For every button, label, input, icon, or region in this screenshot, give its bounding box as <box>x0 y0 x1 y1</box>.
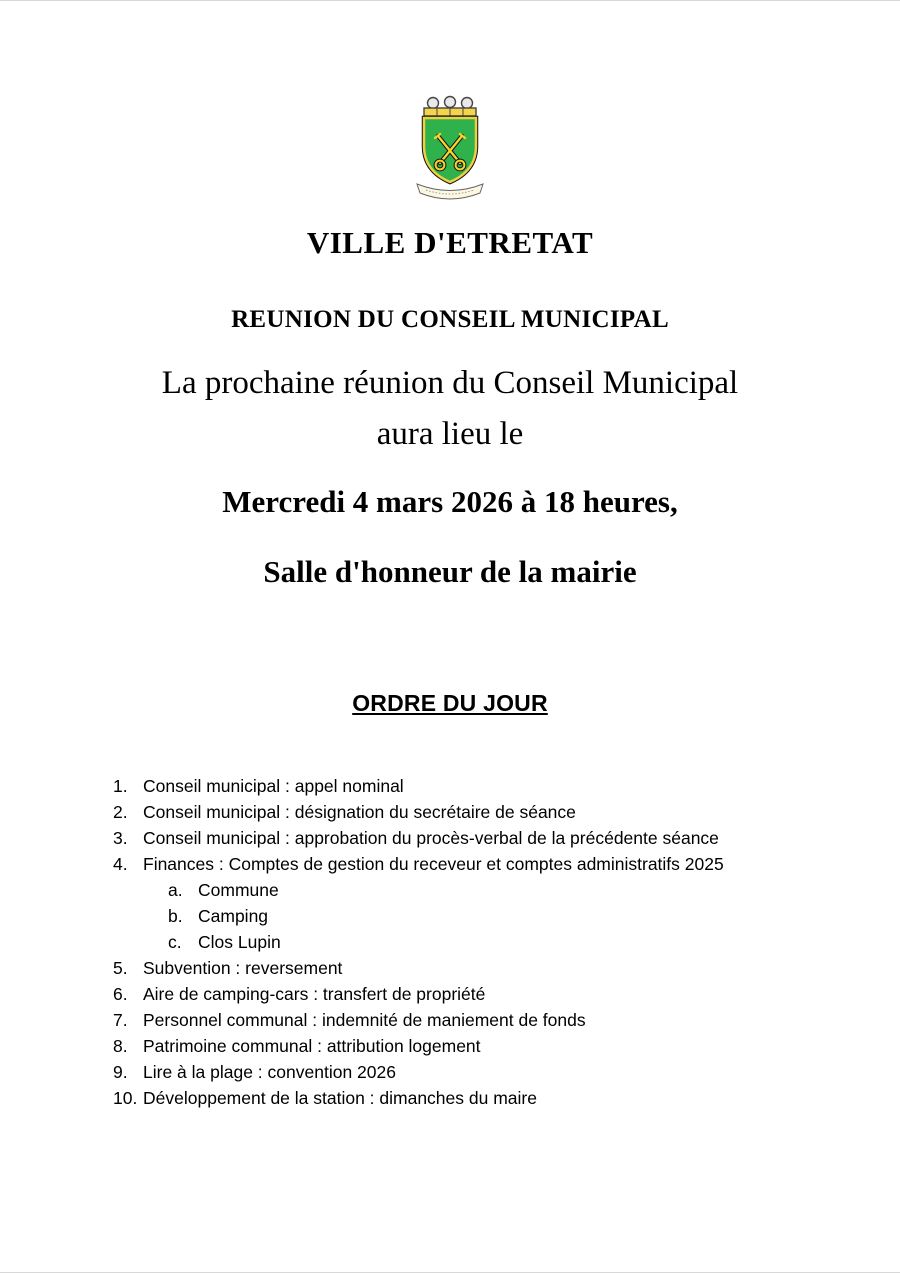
crown-icon <box>424 97 476 117</box>
agenda-item-text: Conseil municipal : désignation du secrétaire de séance <box>143 802 576 822</box>
meeting-date: Mercredi 4 mars 2026 à 18 heures, <box>222 484 678 519</box>
agenda-item-number: 6. <box>113 984 128 1004</box>
agenda-item-number: 3. <box>113 828 128 848</box>
agenda-item-text: Conseil municipal : approbation du procès-verbal de la précédente séance <box>143 828 719 848</box>
agenda-item-text: Finances : Comptes de gestion du receveur et comptes administratifs 2025 <box>143 854 724 874</box>
meeting-place: Salle d'honneur de la mairie <box>263 554 637 589</box>
agenda-item-text: Personnel communal : indemnité de maniement de fonds <box>143 1010 586 1030</box>
meeting-title: REUNION DU CONSEIL MUNICIPAL <box>231 306 669 333</box>
etretat-coat-of-arms <box>410 94 490 211</box>
agenda-item-text: Aire de camping-cars : transfert de propriété <box>143 984 486 1004</box>
intro-text <box>0 358 900 460</box>
agenda-sub-item-text: Commune <box>198 880 279 900</box>
agenda-sub-item-letter: c. <box>168 932 182 952</box>
agenda-item-text: Développement de la station : dimanches du maire <box>143 1088 537 1108</box>
agenda-title: ORDRE DU JOUR <box>352 690 548 716</box>
agenda-item <box>113 981 900 1007</box>
agenda-item <box>113 1085 900 1111</box>
agenda-item <box>113 1007 900 1033</box>
agenda-item <box>113 799 900 825</box>
agenda-item-number: 1. <box>113 776 128 796</box>
agenda-item <box>113 955 900 981</box>
city-title: VILLE D'ETRETAT <box>306 225 594 260</box>
intro-line-2: aura lieu le <box>376 416 524 452</box>
agenda-item-number: 7. <box>113 1010 128 1030</box>
agenda-sub-item <box>113 903 900 929</box>
agenda-item-text: Patrimoine communal : attribution logement <box>143 1036 481 1056</box>
agenda-item-number: 10. <box>113 1088 138 1108</box>
agenda-item-number: 4. <box>113 854 128 874</box>
agenda-item-number: 5. <box>113 958 128 978</box>
agenda-item-number: 2. <box>113 802 128 822</box>
agenda-item-number: 8. <box>113 1036 128 1056</box>
agenda-sub-item-text: Clos Lupin <box>198 932 281 952</box>
agenda-item <box>113 1033 900 1059</box>
agenda-item-text: Subvention : reversement <box>143 958 343 978</box>
agenda-sub-item-letter: b. <box>168 906 183 926</box>
agenda-list <box>113 773 900 1111</box>
agenda-sub-item-letter: a. <box>168 880 183 900</box>
agenda-item <box>113 825 900 851</box>
agenda-item-number: 9. <box>113 1062 128 1082</box>
agenda-item-text: Lire à la plage : convention 2026 <box>143 1062 396 1082</box>
motto-ribbon <box>417 184 483 199</box>
agenda-item <box>113 1059 900 1085</box>
agenda-sub-item-text: Camping <box>198 906 269 926</box>
agenda-item <box>113 851 900 877</box>
agenda-sub-item <box>113 929 900 955</box>
agenda-item <box>113 773 900 799</box>
agenda-item-text: Conseil municipal : appel nominal <box>143 776 404 796</box>
agenda-sub-item <box>113 877 900 903</box>
intro-line-1: La prochaine réunion du Conseil Municipal <box>161 365 739 401</box>
